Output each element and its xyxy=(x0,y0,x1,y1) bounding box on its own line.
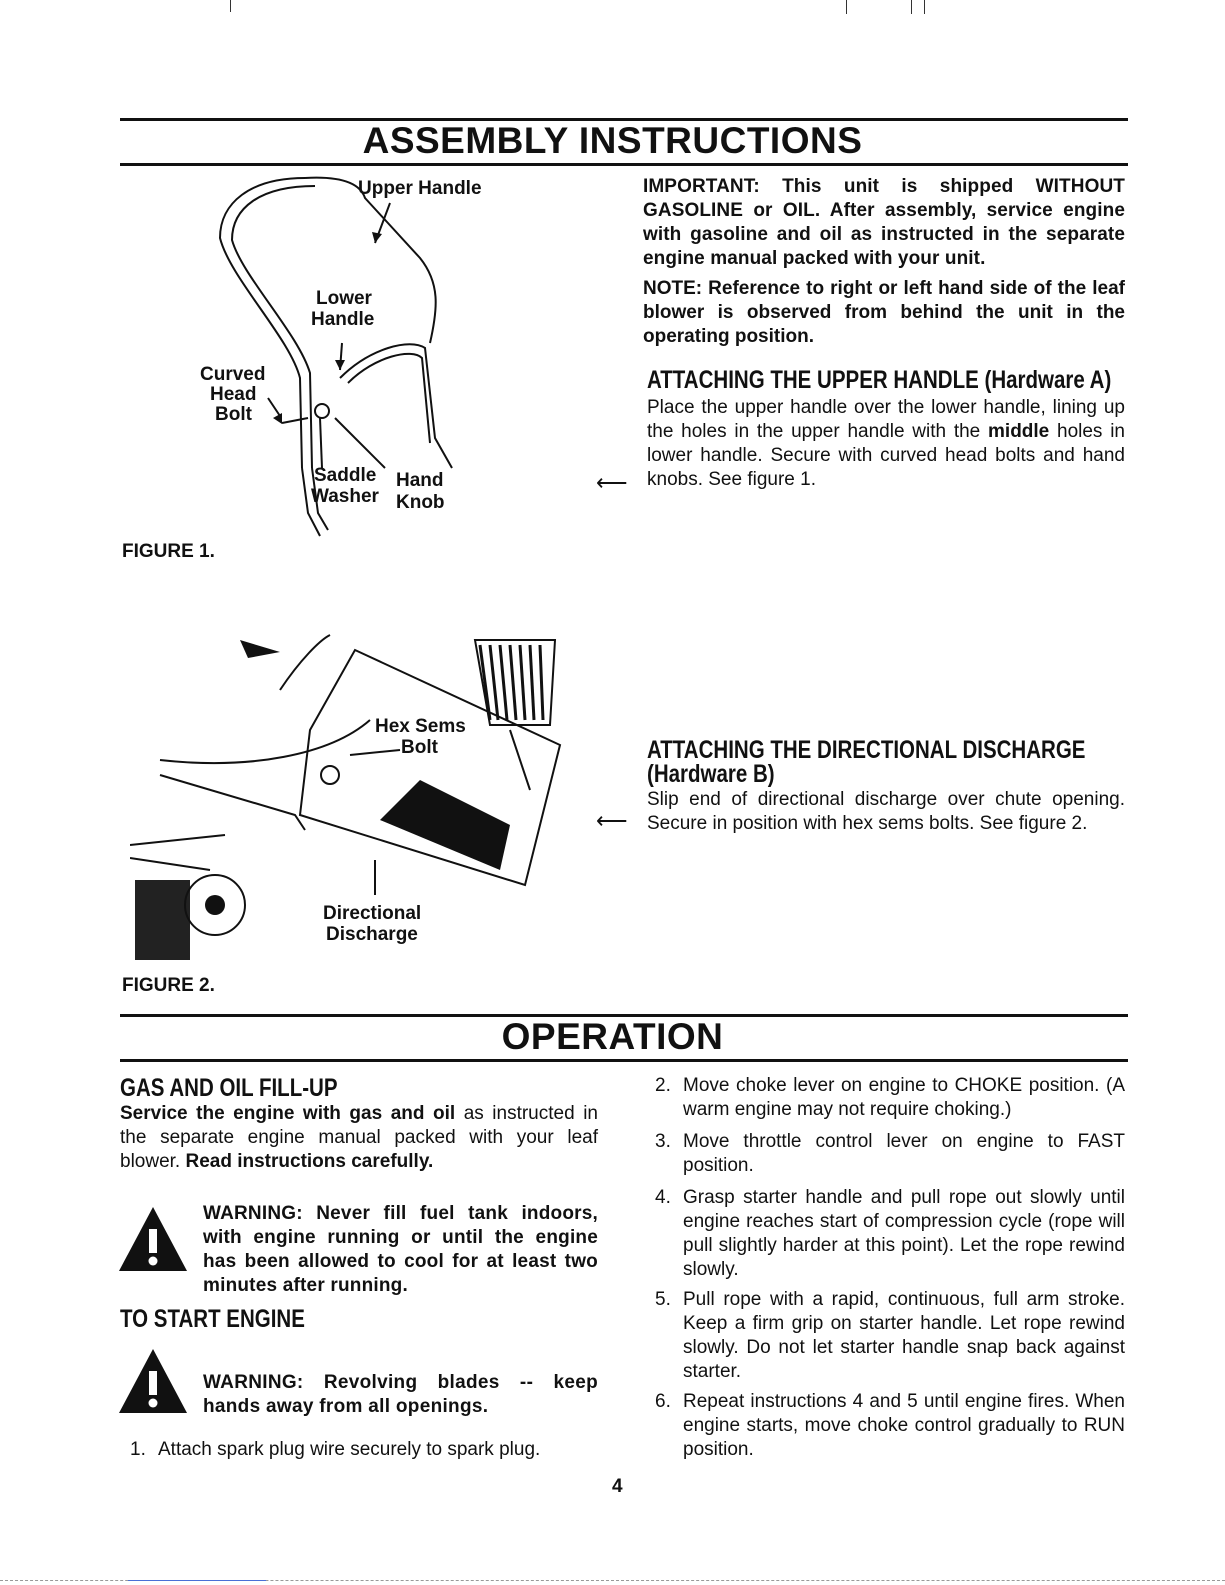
operation-title: OPERATION xyxy=(501,1016,724,1057)
operation-rule-bottom xyxy=(120,1059,1128,1062)
fig2-label-discharge: Discharge xyxy=(326,924,418,945)
warning-blades-text: WARNING: Revolving blades -- keep hands away from all openings. xyxy=(203,1372,598,1417)
upper-handle-paragraph: Place the upper handle over the lower handle, lining up the holes in the upper handle with the middle holes in lower handle. Secure with curved head bolts and hand knobs. See figure 1. xyxy=(647,397,1125,490)
header-rule-bottom xyxy=(120,163,1128,166)
scan-mark xyxy=(230,0,231,12)
fig2-label-directional: Directional xyxy=(323,903,422,924)
discharge-heading-line-1: ATTACHING THE DIRECTIONAL DISCHARGE xyxy=(647,736,1086,764)
fig1-label-bolt: Bolt xyxy=(215,404,252,425)
pointer-arrow-icon: ⟵ xyxy=(596,470,628,495)
scan-mark xyxy=(911,0,912,14)
discharge-paragraph: Slip end of directional discharge over chute opening. Secure in position with hex sems bolts. See figure 2. xyxy=(647,789,1125,834)
scan-mark xyxy=(924,0,925,14)
step-5: 5. Pull rope with a rapid, continuous, full arm stroke. Keep a firm grip on starter handle. Let rope rewind slowly. Do not let starter handle snap back against starter. xyxy=(655,1289,1125,1382)
assembly-title: ASSEMBLY INSTRUCTIONS xyxy=(362,120,863,161)
fig1-label-upper-handle: Upper Handle xyxy=(358,178,482,199)
fig2-label-bolt: Bolt xyxy=(401,737,438,758)
gas-oil-paragraph: Service the engine with gas and oil as instructed in the separate engine manual packed with your leaf blower. Read instructions carefully. xyxy=(120,1103,598,1172)
note-paragraph: NOTE: Reference to right or left hand side of the leaf blower is observed from behind the unit in the operating position. xyxy=(643,278,1125,347)
upper-handle-heading: ATTACHING THE UPPER HANDLE (Hardware A) xyxy=(647,366,1112,394)
warning-icon xyxy=(117,1205,189,1273)
fig2-label-hex-sems: Hex Sems xyxy=(375,716,466,737)
warning-icon xyxy=(117,1347,189,1415)
step-4: 4. Grasp starter handle and pull rope out slowly until engine reaches start of compression cycle (rope will pull slightly harder at this point). Let the rope rewind slowly. xyxy=(655,1187,1125,1280)
start-engine-heading: TO START ENGINE xyxy=(120,1305,305,1333)
page-number: 4 xyxy=(612,1476,623,1497)
gas-oil-heading: GAS AND OIL FILL-UP xyxy=(120,1074,338,1102)
fig1-label-hand: Hand xyxy=(396,470,444,491)
figure-1-caption: FIGURE 1. xyxy=(122,541,215,562)
pointer-arrow-icon: ⟵ xyxy=(596,808,628,833)
figure-2-caption: FIGURE 2. xyxy=(122,975,215,996)
fig1-label-lower: Lower xyxy=(316,288,372,309)
fig1-label-washer: Washer xyxy=(311,486,379,507)
lower-handle-drawing xyxy=(340,344,452,468)
step-2: 2. Move choke lever on engine to CHOKE position. (A warm engine may not require choking.) xyxy=(655,1075,1125,1120)
chute-opening-drawing xyxy=(380,780,510,870)
fig1-label-saddle: Saddle xyxy=(314,465,377,486)
step-6: 6. Repeat instructions 4 and 5 until engine fires. When engine starts, move choke control gradually to RUN position. xyxy=(655,1391,1125,1460)
scan-mark xyxy=(846,0,847,14)
fig1-label-head: Head xyxy=(210,384,257,405)
warning-fuel-text: WARNING: Never fill fuel tank indoors, with engine running or until the engine has been allowed to cool for at least two minutes after running. xyxy=(203,1203,598,1296)
fig1-label-handle: Handle xyxy=(311,309,375,330)
fig1-label-curved: Curved xyxy=(200,364,266,385)
step-1: 1. Attach spark plug wire securely to spark plug. xyxy=(130,1439,541,1460)
scan-mark xyxy=(128,1580,266,1581)
discharge-heading-line-2: (Hardware B) xyxy=(647,760,775,788)
fig1-label-knob: Knob xyxy=(396,492,445,513)
step-3: 3. Move throttle control lever on engine to FAST position. xyxy=(655,1131,1125,1176)
important-paragraph: IMPORTANT: This unit is shipped WITHOUT GASOLINE or OIL. After assembly, service engine with gasoline and oil as instructed in the separate engine manual packed with your unit. xyxy=(643,176,1125,269)
